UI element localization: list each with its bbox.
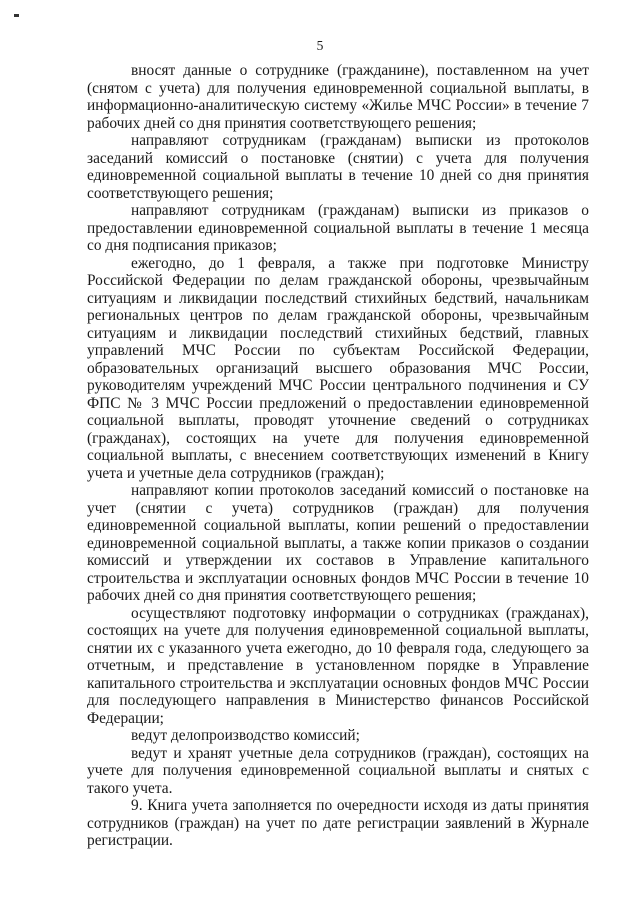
paragraph-store-files: ведут и хранят учетные дела сотрудников (граждан), состоящих на учете для получения единовременной социальной выплаты и снятых с такого учета.: [87, 744, 589, 797]
paragraph-send-order-extracts: направляют сотрудникам (гражданам) выписки из приказов о предоставлении единовременной социальной выплаты в течение 1 месяца со дня подписания приказов;: [87, 202, 589, 254]
paragraph-prepare-information: осуществляют подготовку информации о сотрудниках (гражданах), состоящих на учете для получения единовременной социальной выплаты, снятии их с указанного учета ежегодно, до 10 февраля года, следующего за отчетным, и представление в установленном порядке в Управление капитального строительства и эксплуатации основных фондов МЧС России для последующего направления в Министерство финансов Российской Федерации;: [87, 604, 589, 727]
paragraph-send-protocol-extracts: направляют сотрудникам (гражданам) выписки из протоколов заседаний комиссий о постановке (снятии) с учета для получения единовременной социальной выплаты в течение 10 дней со дня принятия соответствующего решения;: [87, 132, 589, 202]
paragraph-register-in-system: вносят данные о сотруднике (гражданине), поставленном на учет (снятом с учета) для получения единовременной социальной выплаты, в информационно-аналитическую систему «Жилье МЧС России» в течение 7 рабочих дней со дня принятия соответствующего решения;: [87, 62, 589, 132]
page-number: 5: [316, 38, 324, 53]
paragraph-annual-verification: ежегодно, до 1 февраля, а также при подготовке Министру Российской Федерации по делам гражданской обороны, чрезвычайным ситуациям и ликвидации последствий стихийных бедствий, начальникам региональных центров по делам гражданской обороны, чрезвычайным ситуациям и ликвидации последствий стихийных бедствий, главных управлений МЧС России по субъектам Российской Федерации, образовательных организаций высшего образования МЧС России, руководителям учреждений МЧС России центрального подчинения и СУ ФПС № 3 МЧС России предложений о предоставлении единовременной социальной выплаты, проводят уточнение сведений о сотрудниках (гражданах), состоящих на учете для получения единовременной социальной выплаты, с внесением соответствующих изменений в Книгу учета и учетные дела сотрудников (граждан);: [87, 254, 589, 482]
paragraph-record-keeping: ведут делопроизводство комиссий;: [131, 727, 360, 744]
scan-artifact-mark: [14, 14, 19, 17]
paragraph-clause-9: 9. Книга учета заполняется по очередности исходя из даты принятия сотрудников (граждан) на учет по дате регистрации заявлений в Журнале регистрации.: [87, 797, 589, 849]
document-body: [87, 62, 589, 850]
paragraph-send-protocol-copies: направляют копии протоколов заседаний комиссий о постановке на учет (снятии с учета) сотрудников (граждан) для получения единовременной социальной выплаты, копии решений о предоставлении единовременной социальной выплаты, а также копии приказов о создании комиссий и утверждении их составов в Управление капитального строительства и эксплуатации основных фондов МЧС России в течение 10 рабочих дней со дня принятия соответствующего решения;: [87, 482, 589, 604]
